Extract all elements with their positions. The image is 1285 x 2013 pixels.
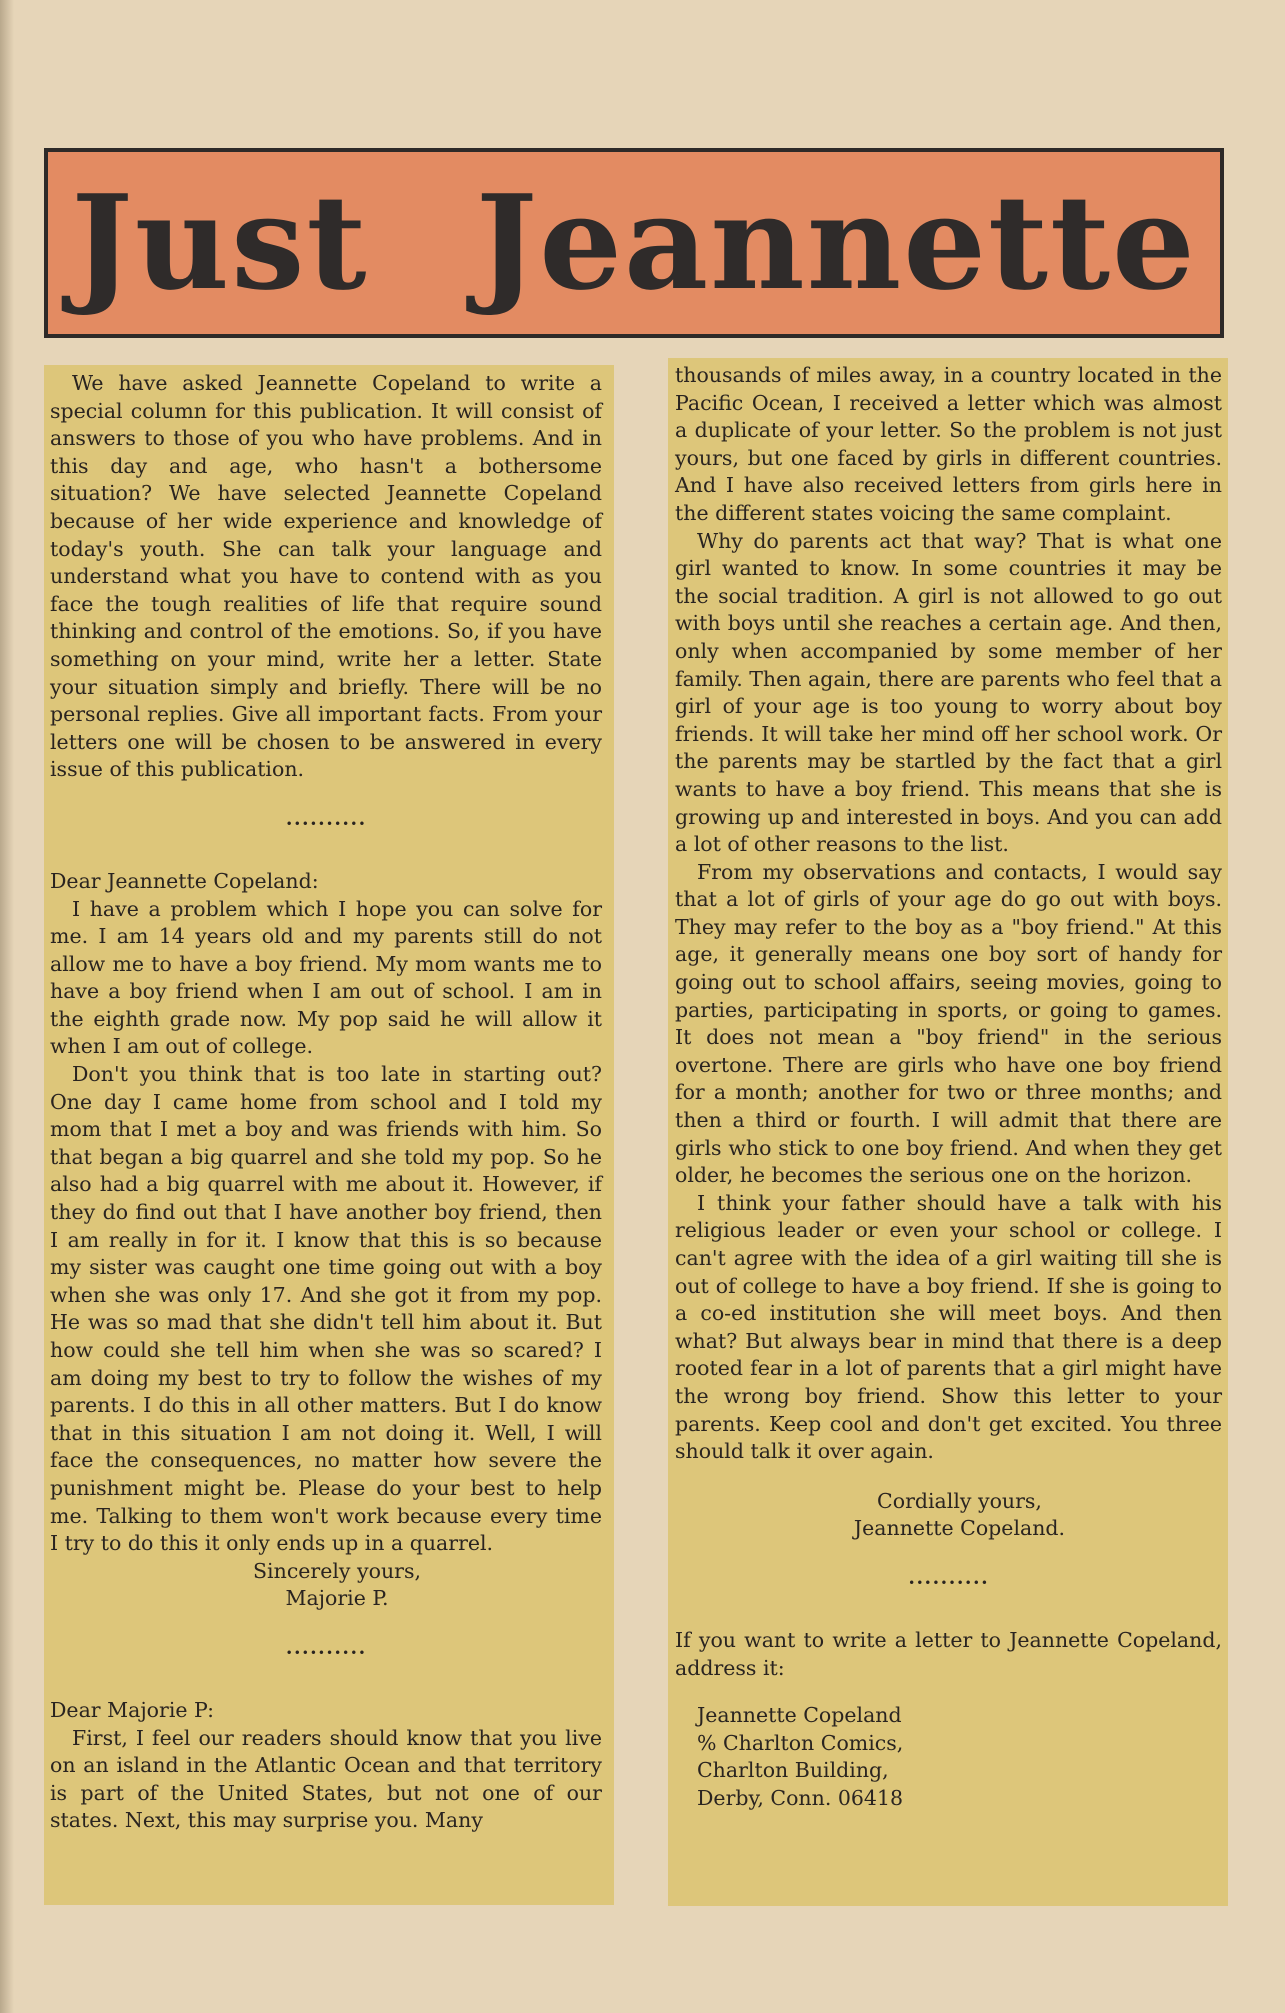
contact-intro: If you want to write a letter to Jeannette Copeland, address it:	[675, 1627, 1222, 1680]
contact-building: Charlton Building,	[697, 1758, 889, 1783]
letter-paragraph: I have a problem which I hope you can solve for me. I am 14 years old and my parents still do not allow me to have a boy friend. My mom wants me to have a boy friend when I am out of school. I am in the eighth grade now. My pop said he will allow it when I am out of college.	[50, 896, 602, 1059]
reply-paragraph: First, I feel our readers should know that you live on an island in the Atlantic Ocean and that territory is part of the United States, but not one of our states. Next, this may surprise you. Many	[50, 1725, 602, 1833]
reply-paragraph: From my observations and contacts, I would say that a lot of girls of your age do go out with boys. They may refer to the boy as a "boy friend." At this age, it generally means one boy sort of handy for going out to school affairs, seeing movies, going to parties, participating in sports, or going to games. It does not mean a "boy friend" in the serious overtone. There are girls who have one boy friend for a month; another for two or three months; and then a third or fourth. I will admit that there are girls who stick to one boy friend. And when they get older, he becomes the serious one on the horizon.	[675, 859, 1222, 1188]
reply-paragraph: I think your father should have a talk with his religious leader or even your school or college. I can't agree with the idea of a girl waiting till she is out of college to have a boy friend. If she is going to a co-ed institution she will meet boys. And then what? But always bear in mind that there is a deep rooted fear in a lot of parents that a girl might have the wrong boy friend. Show this letter to your parents. Keep cool and don't get excited. You three should talk it over again.	[675, 1190, 1222, 1464]
reply-signature: Jeannette Copeland.	[853, 1516, 1066, 1541]
contact-care-of: % Charlton Comics,	[697, 1730, 904, 1755]
letter-salutation: Dear Jeannette Copeland:	[50, 868, 319, 893]
right-column	[675, 362, 1222, 1813]
title-banner	[44, 148, 1224, 338]
reply-paragraph: thousands of miles away, in a country located in the Pacific Ocean, I received a letter which was almost a duplicate of your letter. So the problem is not just yours, but one faced by girls in different countries. And I have also received letters from girls here in the different states voicing the same complaint.	[675, 363, 1222, 525]
reply-paragraph: Why do parents act that way? That is what one girl wanted to know. In some countries it may be the social tradition. A girl is not allowed to go out with boys until she reaches a certain age. And then, only when accompanied by some member of her family. Then again, there are parents who feel that a girl of your age is too young to worry about boy friends. It will take her mind off her school work. Or the parents may be startled by the fact that a girl wants to have a boy friend. This means that she is growing up and interested in boys. And you can add a lot of other reasons to the list.	[675, 528, 1222, 857]
separator: ••••••••••	[285, 1645, 367, 1660]
reply-closing: Cordially yours,	[877, 1488, 1042, 1513]
reply-salutation: Dear Majorie P:	[50, 1697, 214, 1722]
page-title: Just Jeannette	[71, 166, 1197, 319]
page-edge-shadow	[0, 0, 14, 2013]
letter-paragraph: Don't you think that is too late in starting out? One day I came home from school and I told my mom that I met a boy and was friends with him. So that began a big quarrel and she told my pop. So he also had a big quarrel with me about it. However, if they do find out that I have another boy friend, then I am really in for it. I know that this is so because my sister was caught one time going out with a boy when she was only 17. And she got it from my pop. He was so mad that she didn't tell him about it. But how could she tell him when she was so scared? I am doing my best to try to follow the wishes of my parents. I do this in all other matters. But I do know that in this situation I am not doing it. Well, I will face the consequences, no matter how severe the punishment might be. Please do your best to help me. Talking to them won't work because every time I try to do this it only ends up in a quarrel.	[50, 1062, 602, 1556]
letter-closing: Sincerely yours,	[253, 1558, 421, 1583]
contact-city: Derby, Conn. 06418	[697, 1785, 904, 1810]
intro-paragraph: We have asked Jeannette Copeland to write a special column for this publication. It will consist of answers to those of you who have problems. And in this day and age, who hasn't a bothersome situation? We have selected Jeannette Copeland because of her wide experience and knowledge of today's youth. She can talk your language and understand what you have to contend with as you face the tough realities of life that require sound thinking and control of the emotions. So, if you have something on your mind, write her a letter. State your situation simply and briefly. There will be no personal replies. Give all important facts. From your letters one will be chosen to be answered in every issue of this publication.	[50, 371, 602, 782]
left-column	[50, 370, 602, 1835]
separator: ••••••••••	[285, 816, 367, 831]
contact-name: Jeannette Copeland	[697, 1703, 902, 1728]
separator: ••••••••••	[908, 1575, 989, 1590]
letter-signature: Majorie P.	[285, 1586, 389, 1611]
